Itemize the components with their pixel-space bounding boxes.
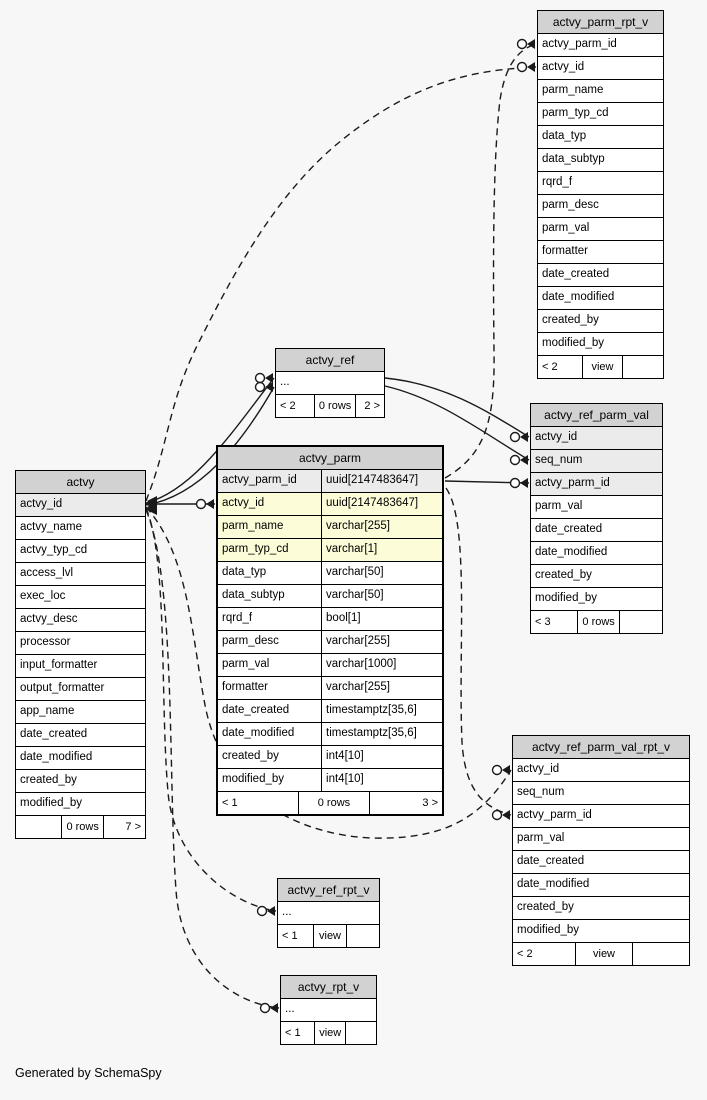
column-name: parm_val bbox=[535, 500, 583, 513]
child-count-link[interactable]: 7 > bbox=[125, 820, 141, 833]
column-row-actvy_id bbox=[531, 427, 662, 450]
column-name: date_created bbox=[222, 704, 290, 717]
table-footer bbox=[218, 792, 442, 814]
column-type: varchar[255] bbox=[321, 516, 442, 538]
column-row-seq_num bbox=[513, 782, 689, 805]
table-footer bbox=[531, 611, 662, 633]
actvy_parm-arpv-fk-end-marker bbox=[511, 478, 529, 488]
table-title-actvy_ref_parm_val_rpt_v[interactable]: actvy_ref_parm_val_rpt_v bbox=[513, 736, 689, 759]
table-title-actvy_parm_rpt_v[interactable]: actvy_parm_rpt_v bbox=[538, 11, 663, 34]
relationship-actvy_parm-aprv bbox=[445, 44, 536, 478]
table-actvy_ref_parm_val bbox=[530, 403, 663, 634]
table-actvy_parm bbox=[216, 445, 444, 816]
column-name: parm_val bbox=[222, 658, 270, 671]
column-row-created_by bbox=[513, 897, 689, 920]
column-row-actvy_id bbox=[16, 494, 145, 517]
column-row-rqrd_f bbox=[538, 172, 663, 195]
column-row-output_formatter bbox=[16, 678, 145, 701]
column-name: app_name bbox=[20, 705, 75, 718]
column-row-date_created bbox=[16, 724, 145, 747]
column-type: varchar[1] bbox=[321, 539, 442, 561]
column-name: date_modified bbox=[517, 878, 590, 891]
table-footer bbox=[276, 395, 384, 417]
column-type: bool[1] bbox=[321, 608, 442, 630]
column-name: modified_by bbox=[542, 337, 605, 350]
column-row-actvy_id bbox=[513, 759, 689, 782]
actvy_ref-arpv-seq_num-fk-end-marker bbox=[511, 455, 529, 465]
column-row-parm_val bbox=[218, 654, 442, 677]
column-row-date_modified bbox=[531, 542, 662, 565]
column-row-modified_by bbox=[513, 920, 689, 943]
column-row-formatter bbox=[538, 241, 663, 264]
column-name: data_typ bbox=[542, 130, 587, 143]
parent-count-link[interactable]: < 1 bbox=[281, 1022, 315, 1044]
column-row-exec_loc bbox=[16, 586, 145, 609]
column-type: varchar[255] bbox=[321, 677, 442, 699]
actvy_ref-arpv-actvy_id-fk-end-marker bbox=[511, 432, 529, 442]
table-footer bbox=[513, 943, 689, 965]
column-type: int4[10] bbox=[321, 746, 442, 768]
parent-count-link[interactable]: < 2 bbox=[276, 395, 315, 417]
relationship-actvy_ref-arpv-actvy_id bbox=[385, 378, 529, 437]
actvy_parm-aprv-fk-end-marker bbox=[518, 39, 536, 49]
column-name: ... bbox=[285, 1003, 295, 1016]
column-row-parm_val bbox=[538, 218, 663, 241]
column-name: created_by bbox=[222, 750, 279, 763]
actvy-arptv-fk-end-marker bbox=[261, 1003, 279, 1013]
column-row-parm_desc bbox=[218, 631, 442, 654]
relationship-actvy-aprv bbox=[146, 67, 536, 501]
column-name: actvy_id bbox=[222, 497, 265, 510]
child-count-link[interactable]: 3 > bbox=[422, 796, 438, 809]
row-count-label: 0 rows bbox=[315, 395, 356, 417]
parent-count-link bbox=[16, 816, 62, 838]
column-row-parm_val bbox=[531, 496, 662, 519]
column-row-created_by bbox=[16, 770, 145, 793]
column-name: actvy_id bbox=[542, 61, 585, 74]
column-name: actvy_parm_id bbox=[542, 38, 617, 51]
column-row-actvy_id bbox=[218, 493, 442, 516]
table-title-actvy_parm[interactable]: actvy_parm bbox=[218, 447, 442, 470]
table-title-actvy_ref[interactable]: actvy_ref bbox=[276, 349, 384, 372]
row-count-label: 0 rows bbox=[299, 792, 371, 814]
column-name: modified_by bbox=[517, 924, 580, 937]
column-name: actvy_parm_id bbox=[222, 474, 297, 487]
column-type: varchar[255] bbox=[321, 631, 442, 653]
column-name: date_created bbox=[20, 728, 88, 741]
column-name: formatter bbox=[542, 245, 589, 258]
column-row-parm_name bbox=[218, 516, 442, 539]
row-count-label[interactable]: view bbox=[314, 925, 346, 947]
table-actvy_rpt_v bbox=[280, 975, 377, 1045]
column-row-actvy_parm_id bbox=[218, 470, 442, 493]
column-name: access_lvl bbox=[20, 567, 74, 580]
column-row-date_created bbox=[531, 519, 662, 542]
column-row-data_subtyp bbox=[218, 585, 442, 608]
column-name: created_by bbox=[535, 569, 592, 582]
column-name: date_created bbox=[535, 523, 603, 536]
column-name: date_modified bbox=[20, 751, 93, 764]
table-actvy_parm_rpt_v bbox=[537, 10, 664, 379]
column-name: parm_val bbox=[542, 222, 590, 235]
column-row-parm_val bbox=[513, 828, 689, 851]
table-actvy_ref bbox=[275, 348, 385, 418]
table-footer bbox=[281, 1022, 376, 1044]
column-name: actvy_id bbox=[20, 498, 63, 511]
column-name: data_typ bbox=[222, 566, 267, 579]
column-name: actvy_name bbox=[20, 521, 83, 534]
column-name: rqrd_f bbox=[542, 176, 573, 189]
table-title-actvy_rpt_v[interactable]: actvy_rpt_v bbox=[281, 976, 376, 999]
column-row-date_created bbox=[538, 264, 663, 287]
column-name: seq_num bbox=[535, 454, 583, 467]
column-name: data_subtyp bbox=[542, 153, 605, 166]
column-row-actvy_parm_id bbox=[531, 473, 662, 496]
column-row-rqrd_f bbox=[218, 608, 442, 631]
column-name: actvy_parm_id bbox=[517, 809, 592, 822]
column-row-ellipsis bbox=[281, 999, 376, 1022]
column-type: timestamptz[35,6] bbox=[321, 700, 442, 722]
column-row-date_created bbox=[513, 851, 689, 874]
table-title-actvy_ref_parm_val[interactable]: actvy_ref_parm_val bbox=[531, 404, 662, 427]
column-row-parm_typ_cd bbox=[218, 539, 442, 562]
parent-count-link[interactable]: < 1 bbox=[218, 792, 299, 814]
column-name: parm_typ_cd bbox=[542, 107, 609, 120]
column-type: timestamptz[35,6] bbox=[321, 723, 442, 745]
parent-count-link[interactable]: < 2 bbox=[538, 356, 583, 378]
column-row-created_by bbox=[538, 310, 663, 333]
column-name: date_created bbox=[542, 268, 610, 281]
column-row-data_subtyp bbox=[538, 149, 663, 172]
column-type: int4[10] bbox=[321, 769, 442, 791]
column-name: actvy_id bbox=[535, 431, 578, 444]
column-row-actvy_desc bbox=[16, 609, 145, 632]
child-count-link bbox=[346, 1022, 376, 1044]
column-row-parm_name bbox=[538, 80, 663, 103]
column-row-data_typ bbox=[218, 562, 442, 585]
column-row-created_by bbox=[218, 746, 442, 769]
parent-count-link[interactable]: < 3 bbox=[531, 611, 578, 633]
table-actvy bbox=[15, 470, 146, 839]
table-actvy_ref_parm_val_rpt_v bbox=[512, 735, 690, 966]
column-row-processor bbox=[16, 632, 145, 655]
actvy-arrpv-fk-end-marker bbox=[258, 906, 276, 916]
column-type: uuid[2147483647] bbox=[321, 470, 442, 492]
column-name: actvy_id bbox=[517, 763, 560, 776]
column-row-actvy_id bbox=[538, 57, 663, 80]
column-row-formatter bbox=[218, 677, 442, 700]
column-row-created_by bbox=[531, 565, 662, 588]
column-name: date_modified bbox=[535, 546, 608, 559]
table-footer bbox=[278, 925, 379, 947]
row-count-label[interactable]: view bbox=[576, 943, 632, 965]
column-name: created_by bbox=[542, 314, 599, 327]
column-row-actvy_parm_id bbox=[538, 34, 663, 57]
column-row-date_modified bbox=[16, 747, 145, 770]
row-count-label[interactable]: view bbox=[315, 1022, 346, 1044]
actvy-actvy_parm-fk-end-marker bbox=[197, 499, 215, 509]
column-row-date_modified bbox=[538, 287, 663, 310]
column-row-date_modified bbox=[218, 723, 442, 746]
column-name: parm_name bbox=[222, 520, 284, 533]
child-count-link bbox=[623, 356, 663, 378]
table-actvy_ref_rpt_v bbox=[277, 878, 380, 948]
column-row-parm_desc bbox=[538, 195, 663, 218]
column-type: varchar[1000] bbox=[321, 654, 442, 676]
generator-credit: Generated by SchemaSpy bbox=[15, 1066, 162, 1080]
column-name: parm_desc bbox=[542, 199, 599, 212]
column-name: exec_loc bbox=[20, 590, 66, 603]
column-row-actvy_parm_id bbox=[513, 805, 689, 828]
column-type: varchar[50] bbox=[321, 562, 442, 584]
column-name: parm_desc bbox=[222, 635, 279, 648]
column-name: data_subtyp bbox=[222, 589, 285, 602]
column-name: created_by bbox=[517, 901, 574, 914]
column-name: seq_num bbox=[517, 786, 565, 799]
column-row-input_formatter bbox=[16, 655, 145, 678]
column-row-ellipsis bbox=[278, 902, 379, 925]
child-count-link bbox=[633, 943, 689, 965]
row-count-label: 0 rows bbox=[578, 611, 620, 633]
actvy-actvy_ref-1-fk-end-marker bbox=[256, 373, 274, 383]
column-name: ... bbox=[280, 376, 290, 389]
column-name: date_created bbox=[517, 855, 585, 868]
column-name: input_formatter bbox=[20, 659, 98, 672]
actvy-aprv-fk-end-marker bbox=[518, 62, 536, 72]
relationship-actvy_parm-arpvrv bbox=[446, 488, 511, 815]
table-footer bbox=[538, 356, 663, 378]
child-count-link bbox=[347, 925, 379, 947]
column-name: parm_val bbox=[517, 832, 565, 845]
column-row-date_created bbox=[218, 700, 442, 723]
column-row-seq_num bbox=[531, 450, 662, 473]
column-name: modified_by bbox=[20, 797, 83, 810]
column-name: parm_typ_cd bbox=[222, 543, 289, 556]
column-type: uuid[2147483647] bbox=[321, 493, 442, 515]
column-row-access_lvl bbox=[16, 563, 145, 586]
column-row-modified_by bbox=[218, 769, 442, 792]
column-name: actvy_desc bbox=[20, 613, 78, 626]
column-name: processor bbox=[20, 636, 71, 649]
column-name: output_formatter bbox=[20, 682, 105, 695]
row-count-label: 0 rows bbox=[62, 816, 103, 838]
child-count-link bbox=[620, 611, 662, 633]
column-name: actvy_typ_cd bbox=[20, 544, 88, 557]
column-name: modified_by bbox=[222, 773, 285, 786]
column-row-modified_by bbox=[531, 588, 662, 611]
parent-count-link[interactable]: < 2 bbox=[513, 943, 576, 965]
column-row-ellipsis bbox=[276, 372, 384, 395]
column-row-date_modified bbox=[513, 874, 689, 897]
row-count-label[interactable]: view bbox=[583, 356, 623, 378]
table-footer bbox=[16, 816, 145, 838]
column-row-actvy_typ_cd bbox=[16, 540, 145, 563]
column-type: varchar[50] bbox=[321, 585, 442, 607]
column-row-parm_typ_cd bbox=[538, 103, 663, 126]
actvy-arpvrv-fk-end-marker bbox=[493, 765, 511, 775]
table-title-actvy_ref_rpt_v[interactable]: actvy_ref_rpt_v bbox=[278, 879, 379, 902]
parent-count-link[interactable]: < 1 bbox=[278, 925, 314, 947]
column-name: modified_by bbox=[535, 592, 598, 605]
table-title-actvy[interactable]: actvy bbox=[16, 471, 145, 494]
column-row-modified_by bbox=[16, 793, 145, 816]
column-row-app_name bbox=[16, 701, 145, 724]
column-name: parm_name bbox=[542, 84, 604, 97]
column-name: created_by bbox=[20, 774, 77, 787]
column-row-data_typ bbox=[538, 126, 663, 149]
column-name: date_modified bbox=[542, 291, 615, 304]
column-name: actvy_parm_id bbox=[535, 477, 610, 490]
column-name: formatter bbox=[222, 681, 269, 694]
column-name: date_modified bbox=[222, 727, 295, 740]
child-count-link[interactable]: 2 > bbox=[364, 399, 380, 412]
column-name: ... bbox=[282, 906, 292, 919]
column-name: rqrd_f bbox=[222, 612, 253, 625]
column-row-actvy_name bbox=[16, 517, 145, 540]
column-row-modified_by bbox=[538, 333, 663, 356]
